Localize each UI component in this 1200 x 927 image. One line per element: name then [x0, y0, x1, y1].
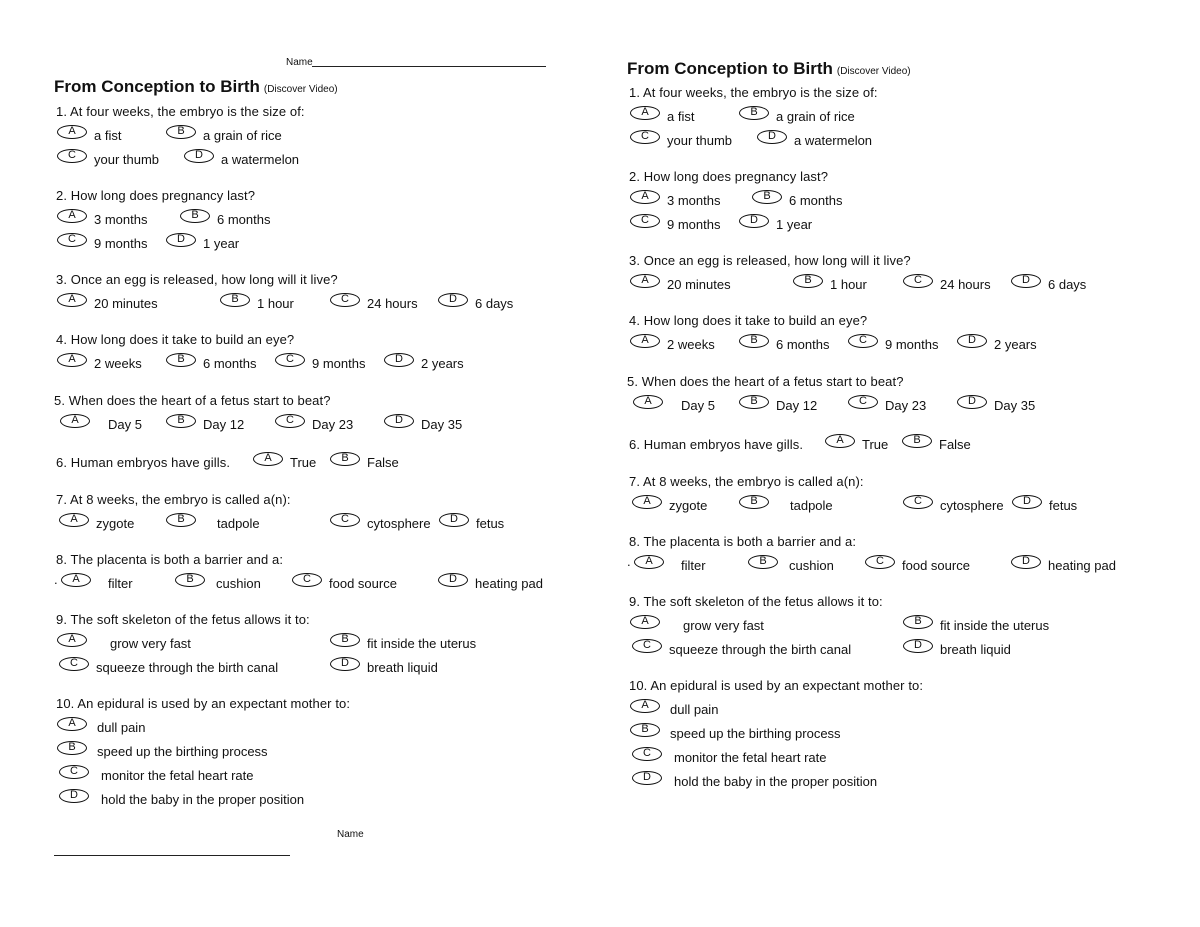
option-text: fetus [1049, 498, 1078, 513]
answer-bubble-d[interactable]: D [384, 414, 414, 428]
answer-bubble-b[interactable]: B [902, 434, 932, 448]
option-text: a watermelon [221, 152, 300, 167]
option-text: fit inside the uterus [940, 618, 1050, 633]
option-text: dull pain [670, 702, 719, 717]
question-2: 2. How long does pregnancy last? [629, 169, 829, 184]
question-5: 5. When does the heart of a fetus start to beat? [54, 393, 331, 408]
answer-bubble-c[interactable]: C [275, 353, 305, 367]
answer-bubble-a[interactable]: A [57, 293, 87, 307]
option-text: True [290, 455, 317, 470]
option-text: 6 months [217, 212, 271, 227]
option-text: Day 35 [421, 417, 463, 432]
answer-bubble-b[interactable]: B [220, 293, 250, 307]
answer-bubble-d[interactable]: D [438, 573, 468, 587]
name-field[interactable] [312, 66, 546, 67]
question-6: 6. Human embryos have gills. [629, 437, 804, 452]
question-7: 7. At 8 weeks, the embryo is called a(n): [629, 474, 864, 489]
question-1: 1. At four weeks, the embryo is the size of: [56, 104, 305, 119]
question-10: 10. An epidural is used by an expectant mother to: [56, 696, 351, 711]
question-2: 2. How long does pregnancy last? [56, 188, 256, 203]
option-text: 3 months [667, 193, 721, 208]
option-text: speed up the birthing process [670, 726, 841, 741]
answer-bubble-c[interactable]: C [330, 293, 360, 307]
worksheet-title [54, 77, 338, 97]
option-text: 9 months [94, 236, 148, 251]
answer-bubble-d[interactable]: D [59, 789, 89, 803]
answer-bubble-a[interactable]: A [634, 555, 664, 569]
option-text: Day 35 [994, 398, 1036, 413]
answer-bubble-b[interactable]: B [330, 452, 360, 466]
question-8: 8. The placenta is both a barrier and a: [629, 534, 857, 549]
option-text: 9 months [312, 356, 366, 371]
option-text: your thumb [94, 152, 160, 167]
stray-period: . [627, 554, 631, 569]
option-text: heating pad [1048, 558, 1116, 573]
question-1: 1. At four weeks, the embryo is the size of: [629, 85, 878, 100]
option-text: 2 weeks [667, 337, 715, 352]
answer-bubble-b[interactable]: B [166, 414, 196, 428]
answer-bubble-c[interactable]: C [57, 233, 87, 247]
answer-bubble-b[interactable]: B [739, 495, 769, 509]
option-text: tadpole [790, 498, 833, 513]
answer-bubble-b[interactable]: B [739, 106, 769, 120]
option-text: breath liquid [367, 660, 438, 675]
answer-bubble-d[interactable]: D [632, 771, 662, 785]
answer-bubble-c[interactable]: C [903, 274, 933, 288]
answer-bubble-b[interactable]: B [166, 353, 196, 367]
answer-bubble-d[interactable]: D [330, 657, 360, 671]
answer-bubble-c[interactable]: C [630, 130, 660, 144]
option-text: True [862, 437, 889, 452]
answer-bubble-b[interactable]: B [630, 723, 660, 737]
answer-bubble-b[interactable]: B [748, 555, 778, 569]
answer-bubble-a[interactable]: A [59, 513, 89, 527]
answer-bubble-b[interactable]: B [166, 125, 196, 139]
option-text: 2 years [994, 337, 1037, 352]
option-text: 3 months [94, 212, 148, 227]
option-text: hold the baby in the proper position [101, 792, 305, 807]
option-text: heating pad [475, 576, 543, 591]
answer-bubble-b[interactable]: B [793, 274, 823, 288]
question-10: 10. An epidural is used by an expectant mother to: [629, 678, 924, 693]
stray-period: . [54, 572, 58, 587]
answer-bubble-a[interactable]: A [57, 633, 87, 647]
answer-bubble-b[interactable]: B [330, 633, 360, 647]
question-9: 9. The soft skeleton of the fetus allows it to: [629, 594, 883, 609]
option-text: grow very fast [683, 618, 764, 633]
option-text: zygote [669, 498, 708, 513]
answer-bubble-a[interactable]: A [825, 434, 855, 448]
answer-bubble-d[interactable]: D [903, 639, 933, 653]
answer-bubble-d[interactable]: D [439, 513, 469, 527]
option-text: fit inside the uterus [367, 636, 477, 651]
option-text: dull pain [97, 720, 146, 735]
answer-bubble-a[interactable]: A [57, 125, 87, 139]
answer-bubble-c[interactable]: C [865, 555, 895, 569]
option-text: 6 months [203, 356, 257, 371]
answer-bubble-a[interactable]: A [57, 717, 87, 731]
answer-bubble-c[interactable]: C [275, 414, 305, 428]
question-4: 4. How long does it take to build an eye? [56, 332, 295, 347]
answer-bubble-c[interactable]: C [57, 149, 87, 163]
option-text: cytosphere [367, 516, 431, 531]
option-text: monitor the fetal heart rate [101, 768, 254, 783]
option-text: tadpole [217, 516, 260, 531]
answer-bubble-a[interactable]: A [633, 395, 663, 409]
answer-bubble-a[interactable]: A [630, 274, 660, 288]
option-text: Day 23 [885, 398, 927, 413]
answer-bubble-c[interactable]: C [848, 334, 878, 348]
question-6: 6. Human embryos have gills. [56, 455, 231, 470]
option-text: False [939, 437, 971, 452]
answer-bubble-b[interactable]: B [739, 395, 769, 409]
worksheet-title [627, 59, 911, 79]
answer-bubble-b[interactable]: B [752, 190, 782, 204]
option-text: filter [681, 558, 706, 573]
option-text: Day 12 [776, 398, 818, 413]
answer-bubble-b[interactable]: B [180, 209, 210, 223]
option-text: cushion [789, 558, 834, 573]
answer-bubble-a[interactable]: A [60, 414, 90, 428]
option-text: hold the baby in the proper position [674, 774, 878, 789]
answer-bubble-c[interactable]: C [630, 214, 660, 228]
option-text: food source [329, 576, 397, 591]
option-text: speed up the birthing process [97, 744, 268, 759]
option-text: 20 minutes [94, 296, 158, 311]
answer-bubble-d[interactable]: D [184, 149, 214, 163]
option-text: 6 months [789, 193, 843, 208]
option-text: 9 months [667, 217, 721, 232]
answer-bubble-a[interactable]: A [61, 573, 91, 587]
option-text: a fist [94, 128, 122, 143]
option-text: zygote [96, 516, 135, 531]
option-text: False [367, 455, 399, 470]
answer-bubble-c[interactable]: C [59, 765, 89, 779]
answer-bubble-a[interactable]: A [57, 353, 87, 367]
answer-bubble-c[interactable]: C [59, 657, 89, 671]
option-text: squeeze through the birth canal [669, 642, 852, 657]
title-text: From Conception to Birth [54, 77, 260, 96]
answer-bubble-a[interactable]: A [253, 452, 283, 466]
option-text: a watermelon [794, 133, 873, 148]
question-7: 7. At 8 weeks, the embryo is called a(n): [56, 492, 291, 507]
title-text: From Conception to Birth [627, 59, 833, 78]
option-text: cushion [216, 576, 261, 591]
answer-bubble-c[interactable]: C [330, 513, 360, 527]
option-text: 1 year [776, 217, 813, 232]
answer-bubble-c[interactable]: C [903, 495, 933, 509]
question-3: 3. Once an egg is released, how long will it live? [56, 272, 338, 287]
option-text: a fist [667, 109, 695, 124]
answer-bubble-d[interactable]: D [1012, 495, 1042, 509]
answer-bubble-c[interactable]: C [632, 639, 662, 653]
answer-bubble-d[interactable]: D [957, 395, 987, 409]
answer-bubble-a[interactable]: A [630, 106, 660, 120]
option-text: Day 12 [203, 417, 245, 432]
option-text: 6 days [475, 296, 514, 311]
option-text: 24 hours [940, 277, 991, 292]
answer-bubble-a[interactable]: A [630, 334, 660, 348]
answer-bubble-d[interactable]: D [739, 214, 769, 228]
answer-bubble-a[interactable]: A [630, 615, 660, 629]
option-text: a grain of rice [776, 109, 855, 124]
option-text: 2 years [421, 356, 464, 371]
option-text: grow very fast [110, 636, 191, 651]
option-text: food source [902, 558, 970, 573]
option-text: 1 hour [257, 296, 294, 311]
question-3: 3. Once an egg is released, how long will it live? [629, 253, 911, 268]
option-text: fetus [476, 516, 505, 531]
question-9: 9. The soft skeleton of the fetus allows it to: [56, 612, 310, 627]
option-text: Day 23 [312, 417, 354, 432]
answer-bubble-d[interactable]: D [438, 293, 468, 307]
answer-bubble-b[interactable]: B [175, 573, 205, 587]
name-label: Name [286, 57, 313, 68]
answer-bubble-b[interactable]: B [57, 741, 87, 755]
option-text: Day 5 [108, 417, 142, 432]
answer-bubble-d[interactable]: D [957, 334, 987, 348]
option-text: 20 minutes [667, 277, 731, 292]
answer-bubble-a[interactable]: A [632, 495, 662, 509]
question-5: 5. When does the heart of a fetus start to beat? [627, 374, 904, 389]
answer-bubble-b[interactable]: B [166, 513, 196, 527]
answer-bubble-d[interactable]: D [1011, 555, 1041, 569]
option-text: Day 5 [681, 398, 715, 413]
answer-bubble-d[interactable]: D [166, 233, 196, 247]
option-text: monitor the fetal heart rate [674, 750, 827, 765]
option-text: 2 weeks [94, 356, 142, 371]
title-subtitle: (Discover Video) [263, 84, 338, 95]
answer-bubble-c[interactable]: C [292, 573, 322, 587]
answer-bubble-d[interactable]: D [757, 130, 787, 144]
answer-bubble-d[interactable]: D [1011, 274, 1041, 288]
answer-bubble-c[interactable]: C [848, 395, 878, 409]
option-text: 1 year [203, 236, 240, 251]
question-8: 8. The placenta is both a barrier and a: [56, 552, 284, 567]
option-text: 6 days [1048, 277, 1087, 292]
answer-bubble-d[interactable]: D [384, 353, 414, 367]
option-text: 24 hours [367, 296, 418, 311]
option-text: 6 months [776, 337, 830, 352]
option-text: a grain of rice [203, 128, 282, 143]
answer-bubble-a[interactable]: A [630, 190, 660, 204]
answer-bubble-a[interactable]: A [57, 209, 87, 223]
title-subtitle: (Discover Video) [836, 66, 911, 77]
answer-bubble-c[interactable]: C [632, 747, 662, 761]
answer-bubble-b[interactable]: B [739, 334, 769, 348]
option-text: 1 hour [830, 277, 867, 292]
footer-name-label: Name [337, 829, 364, 840]
option-text: breath liquid [940, 642, 1011, 657]
option-text: your thumb [667, 133, 733, 148]
option-text: squeeze through the birth canal [96, 660, 279, 675]
question-4: 4. How long does it take to build an eye? [629, 313, 868, 328]
answer-bubble-b[interactable]: B [903, 615, 933, 629]
answer-bubble-a[interactable]: A [630, 699, 660, 713]
option-text: cytosphere [940, 498, 1004, 513]
option-text: 9 months [885, 337, 939, 352]
footer-name-field[interactable] [54, 855, 290, 856]
option-text: filter [108, 576, 133, 591]
